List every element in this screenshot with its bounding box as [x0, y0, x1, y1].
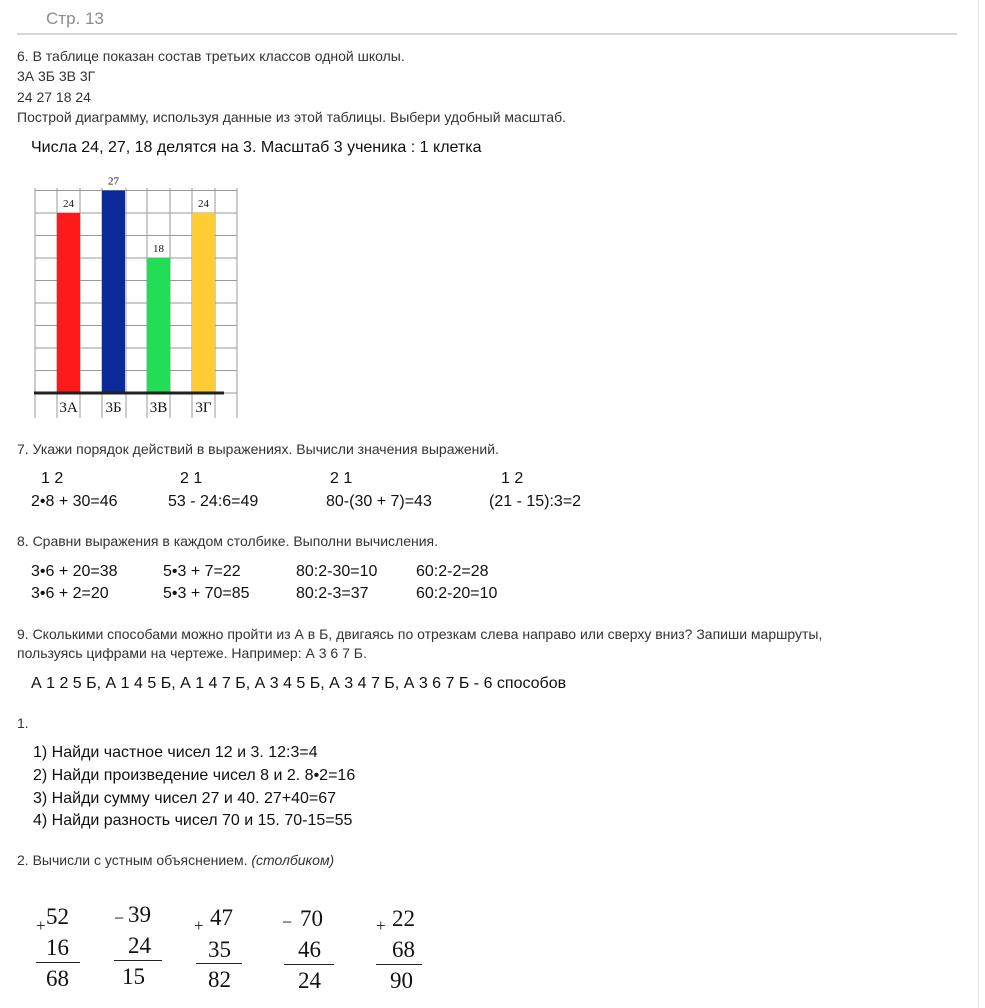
category-label-3Б: 3Б — [105, 400, 122, 416]
task7-order-4: 1 2 — [501, 470, 524, 487]
column-calc-bottom: 46 — [298, 937, 321, 962]
minus-sign: − — [114, 908, 125, 928]
task8-col2-row2: 5•3 + 70=85 — [163, 585, 250, 602]
data-label-3А: 24 — [63, 198, 74, 210]
data-label-3Б: 27 — [108, 175, 119, 188]
column-calc-5 — [370, 906, 430, 1006]
bar-3А — [57, 213, 80, 393]
result-line — [196, 963, 242, 964]
plus-sign: + — [376, 916, 386, 935]
column-calc-top: 70 — [300, 906, 323, 931]
bar-3Б — [102, 191, 125, 394]
task1-item-4: 4) Найди разность чисел 70 и 15. 70-15=55 — [33, 812, 353, 829]
task8-col1-row1: 3•6 + 20=38 — [31, 563, 118, 580]
task9-question-line2: пользуясь цифрами на чертеже. Например: А 3 6 7 Б. — [17, 645, 367, 661]
column-calc-1 — [28, 904, 88, 1004]
column-calc-bottom: 68 — [392, 937, 415, 962]
data-label-3В: 18 — [153, 243, 164, 255]
column-calc-result: 90 — [390, 968, 413, 993]
bar-3В — [147, 258, 170, 393]
task2-question — [17, 852, 334, 868]
task7-order-3: 2 1 — [330, 470, 353, 487]
data-label-3Г: 24 — [198, 198, 209, 210]
column-calc-4 — [278, 906, 338, 1006]
task7-order-1: 1 2 — [41, 470, 64, 487]
column-calc-top: 22 — [392, 906, 415, 931]
plus-sign: + — [36, 916, 46, 935]
column-calc-result: 15 — [122, 964, 145, 989]
task6-table-values: 24 27 18 24 — [17, 89, 91, 105]
category-label-3В: 3В — [149, 400, 168, 416]
task6-instruction: Построй диаграмму, используя данные из этой таблицы. Выбери удобный масштаб. — [17, 109, 567, 125]
task8-question: 8. Сравни выражения в каждом столбике. Выполни вычисления. — [17, 533, 439, 549]
task1-number: 1. — [17, 715, 29, 731]
column-calc-top: 39 — [128, 902, 151, 927]
task2-question-text: 2. Вычисли с устным объяснением. — [17, 852, 248, 868]
task7-expression-2: 53 - 24:6=49 — [168, 493, 259, 510]
task9-question-line1: 9. Сколькими способами можно пройти из А в Б, двигаясь по отрезкам слева направо или сверху вниз? Запиши маршруты, — [17, 626, 823, 642]
column-calc-result: 24 — [298, 968, 321, 993]
column-calc-3 — [188, 905, 248, 1005]
task8-col3-row1: 80:2-30=10 — [296, 563, 378, 580]
result-line — [36, 962, 80, 963]
task8-col4-row2: 60:2-20=10 — [416, 585, 498, 602]
task6-question: 6. В таблице показан состав третьих классов одной школы. — [17, 48, 405, 64]
task1-item-1: 1) Найди частное чисел 12 и 3. 12:3=4 — [33, 744, 318, 761]
task1-item-3: 3) Найди сумму чисел 27 и 40. 27+40=67 — [33, 790, 337, 807]
task9-answer: А 1 2 5 Б, А 1 4 5 Б, А 1 4 7 Б, А 3 4 5 Б, А 3 4 7 Б, А 3 6 7 Б - 6 способов — [31, 675, 567, 692]
column-calc-bottom: 16 — [46, 935, 69, 960]
column-calc-top: 47 — [210, 905, 233, 930]
task8-col2-row1: 5•3 + 7=22 — [163, 563, 241, 580]
category-label-3Г: 3Г — [195, 400, 212, 416]
plus-sign: + — [194, 916, 204, 935]
task1-item-2: 2) Найди произведение чисел 8 и 2. 8•2=16 — [33, 767, 356, 784]
result-line — [376, 964, 422, 965]
column-calc-2 — [108, 902, 168, 1002]
result-line — [114, 960, 162, 961]
column-calc-result: 82 — [208, 967, 231, 992]
column-calc-top: 52 — [46, 904, 69, 929]
task7-question: 7. Укажи порядок действий в выражениях. Вычисли значения выражений. — [17, 441, 499, 457]
task7-order-2: 2 1 — [180, 470, 203, 487]
task8-col3-row2: 80:2-3=37 — [296, 585, 369, 602]
task6-table-header: 3А 3Б 3В 3Г — [17, 68, 96, 84]
task6-answer: Числа 24, 27, 18 делятся на 3. Масштаб 3 ученика : 1 клетка — [31, 139, 482, 156]
task2-note: (столбиком) — [251, 852, 335, 868]
category-label-3А: 3А — [59, 400, 78, 416]
result-line — [284, 964, 334, 965]
task7-expression-1: 2•8 + 30=46 — [31, 493, 118, 510]
task8-col1-row2: 3•6 + 2=20 — [31, 585, 109, 602]
page-header: Стр. 13 — [46, 9, 104, 28]
column-calc-bottom: 24 — [128, 933, 151, 958]
task7-expression-3: 80-(30 + 7)=43 — [326, 493, 432, 510]
bar-3Г — [192, 213, 215, 393]
task7-expression-4: (21 - 15):3=2 — [489, 493, 582, 510]
column-calc-bottom: 35 — [208, 937, 231, 962]
task8-col4-row1: 60:2-2=28 — [416, 563, 489, 580]
column-calc-result: 68 — [46, 966, 69, 991]
minus-sign: − — [282, 912, 293, 932]
